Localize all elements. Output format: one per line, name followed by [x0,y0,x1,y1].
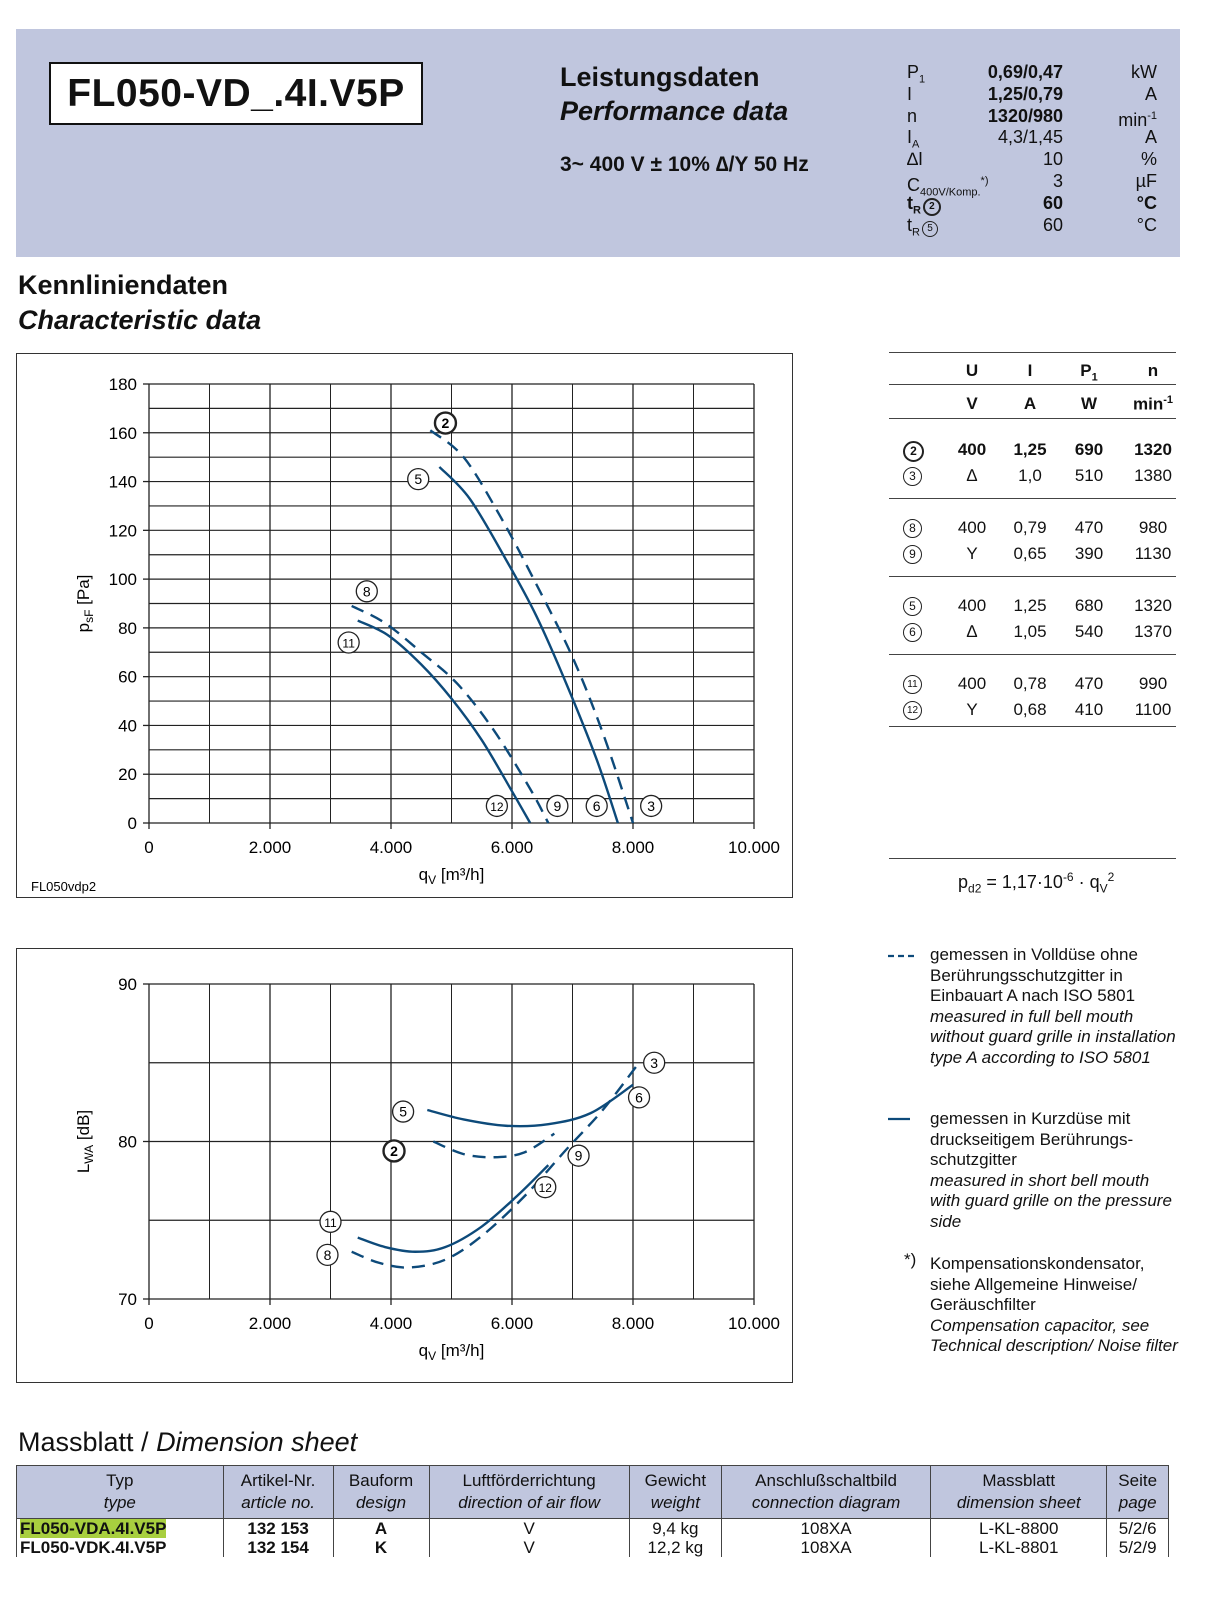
spec-list [907,62,1157,239]
table-unit: $\min^{-1}$ [1132,394,1173,414]
svg-text:12: 12 [538,1181,552,1196]
table-rule [889,418,1176,419]
table-cell: 0,68 [1013,700,1047,719]
table-unit: W [1080,394,1098,413]
table-rule [889,384,1176,385]
footnote-mark: *) [904,1250,917,1269]
x-tick-label: 2.000 [248,838,292,857]
x-tick-label: 0 [144,838,154,857]
voltage-spec: 3~ 400 V ± 10% ∆/Y 50 Hz [560,153,809,176]
y-axis-label: $p_{sF}$ [Pa] [74,574,96,633]
point-label-6 [629,1087,650,1108]
table-unit: V [966,394,978,413]
table-cell: ∆ [966,622,978,641]
table-cell: 0,78 [1013,674,1047,693]
svg-text:9: 9 [574,1147,583,1164]
spec-unit: $\min^{-1}$ [1118,109,1157,130]
spec-row [907,193,1157,215]
table-cell: 1320 [1134,596,1172,615]
table-cell: 680 [1074,596,1104,615]
spec-unit: µF [1135,170,1157,191]
spec-symbol: $I_A$ [907,127,920,151]
dimension-col-header: Massblatt dimension sheet [931,1466,1107,1519]
table-cell: 980 [1138,518,1168,537]
formula-divider [889,858,1176,859]
y-tick-label: 70 [118,1290,137,1309]
spec-value: 60 [1042,214,1063,235]
spec-row [907,84,1157,106]
curve-5 [439,467,617,823]
dimension-col-header: Seite page [1107,1466,1169,1519]
spec-value: 3 [1052,170,1063,191]
point-marker: 2 [923,198,941,216]
dimension-cell: 12,2 kg [629,1538,721,1557]
table-cell: 540 [1074,622,1104,641]
spec-value: 0,69/0,47 [987,62,1063,82]
spec-symbol: ∆I [907,149,924,170]
dimension-cell: L-KL-8800 [931,1519,1107,1539]
table-cell: 1,25 [1013,440,1047,459]
dimension-cell: 108XA [721,1538,930,1557]
table-cell: ∆ [966,466,978,485]
dimension-sheet-title: Massblatt / Dimension sheet [18,1427,358,1457]
legend-dashed-text: gemessen in Volldüse ohne Berührungsschutzgitter in Einbauart A nach ISO 5801 measured in full bell mouth without guard grille in installation type A according to ISO 5801 [930,945,1176,1067]
table-header: $P_1$ [1080,361,1098,384]
table-cell: 410 [1074,700,1104,719]
dimension-table [16,1465,1169,1557]
spec-unit: °C [1136,214,1157,235]
y-tick-label: 140 [108,472,137,492]
spec-unit: kW [1131,62,1157,82]
svg-text:2: 2 [390,1142,398,1159]
table-cell: Y [966,700,978,719]
point-label-6 [586,795,607,816]
table-cell: 400 [957,674,987,693]
point-label-11 [320,1211,341,1232]
curve-11 [358,1165,549,1252]
grid [149,984,754,1299]
spec-row [907,62,1157,84]
table-cell: 470 [1074,518,1104,537]
dimension-col-header: Gewicht weight [629,1466,721,1519]
dimension-cell: 132 153 [223,1519,333,1539]
table-cell: 470 [1074,674,1104,693]
point-marker: 12 [903,701,922,720]
x-tick-label: 8.000 [611,1314,655,1333]
spec-symbol: $t_R$ 5 [907,215,938,244]
table-cell: 1,25 [1013,596,1047,615]
curve-5 [427,1085,633,1126]
spec-unit: A [1144,127,1157,148]
table-cell: 400 [957,518,987,537]
solid-line-icon [888,1117,910,1121]
dynamic-pressure-formula: $p_{d2} = 1,17\cdot 10^{-6} \cdot q_V^2$ [958,870,1115,896]
y-tick-label: 80 [118,618,137,638]
legend-solid-text: gemessen in Kurzdüse mit druckseitigem Berührungs-schutzgitter measured in short bell mouth with guard grille on the pressure side [930,1109,1172,1231]
dimension-cell: 132 154 [223,1538,333,1557]
dimension-cell: L-KL-8801 [931,1538,1107,1557]
y-tick-label: 100 [108,570,137,590]
curve-11 [358,621,530,823]
dimension-col-header: Anschlußschaltbild connection diagram [721,1466,930,1519]
dimension-col-header: Luftförderrichtung direction of air flow [429,1466,629,1519]
table-header: U [965,361,979,380]
x-tick-label: 2.000 [248,1314,292,1333]
table-cell: 400 [957,596,987,615]
svg-text:3: 3 [650,1054,659,1071]
svg-text:3: 3 [647,797,656,814]
spec-symbol: I [907,83,913,104]
table-cell: 510 [1074,466,1104,485]
curve-8 [352,606,549,823]
x-tick-label: 6.000 [490,838,534,857]
spec-row [907,215,1157,237]
table-header: I [1027,361,1033,380]
table-cell: 1130 [1134,544,1172,563]
point-marker: 5 [903,597,922,616]
table-cell: 1370 [1134,622,1172,641]
svg-text:8: 8 [362,583,371,600]
spec-value: 1,25/0,79 [987,83,1063,104]
table-cell: 690 [1074,440,1104,459]
x-tick-label: 4.000 [369,1314,413,1333]
dimension-cell: K [333,1538,429,1557]
dimension-cell: 5/2/9 [1107,1538,1169,1557]
x-tick-label: 0 [144,1314,154,1333]
table-cell: 0,65 [1013,544,1047,563]
spec-unit: A [1144,83,1157,104]
point-label-12 [486,795,507,816]
spec-row [907,106,1157,128]
point-label-9 [547,795,568,816]
svg-text:5: 5 [399,1103,407,1120]
x-tick-label: 10.000 [728,1314,780,1333]
grid [149,384,754,823]
dimension-col-header: Typ type [17,1466,224,1519]
point-marker: 2 [903,441,924,462]
svg-text:6: 6 [635,1089,643,1106]
spec-value: 1320/980 [987,105,1063,126]
svg-text:5: 5 [414,471,423,488]
x-tick-label: 8.000 [611,838,655,857]
svg-text:6: 6 [592,797,601,814]
pressure-chart [17,354,794,899]
svg-text:11: 11 [324,1215,337,1230]
table-cell: 400 [957,440,987,459]
dimension-col-header: Bauform design [333,1466,429,1519]
table-rule [889,352,1176,353]
dimension-cell: V [429,1538,629,1557]
legend-note-text: Kompensationskondensator, siehe Allgemeine Hinweise/ Geräuschfilter Compensation capacitor, see Technical description/ Noise filter [930,1254,1178,1355]
point-marker: 6 [903,623,922,642]
x-tick-label: 6.000 [490,1314,534,1333]
y-tick-label: 90 [118,975,137,994]
y-tick-label: 120 [108,521,137,541]
dimension-cell: V [429,1519,629,1539]
table-cell: 0,79 [1013,518,1047,537]
performance-title: Leistungsdaten Performance data [560,62,789,126]
y-tick-label: 160 [108,423,137,443]
y-tick-label: 20 [118,765,137,785]
y-tick-label: 180 [108,375,137,394]
table-cell: Y [966,544,978,563]
curve-8 [352,1063,639,1268]
dimension-cell: 5/2/6 [1107,1519,1169,1539]
sound-chart [17,949,794,1384]
spec-value: 60 [1042,192,1063,213]
table-unit: A [1023,394,1037,413]
dimension-cell: FL050-VDA.4I.V5P [17,1519,224,1539]
x-tick-label: 10.000 [728,838,780,857]
spec-symbol: $C_{400V/Komp.}^{*)}$ [907,174,989,199]
point-label-8 [356,581,377,602]
spec-row [907,149,1157,171]
point-label-11 [338,632,359,653]
model-name: FL050-VD_.4I.V5P [49,62,423,125]
dimension-cell: 108XA [721,1519,930,1539]
point-label-5 [393,1101,414,1122]
point-label-8 [317,1244,338,1265]
table-rule [889,498,1176,499]
spec-row [907,170,1157,199]
point-marker: 8 [903,519,922,538]
svg-text:8: 8 [323,1246,332,1263]
spec-symbol: $t_R$ 2 [907,193,941,222]
table-cell: 390 [1074,544,1104,563]
table-row [17,1519,1169,1539]
sound-chart-frame [16,948,793,1383]
point-label-2 [435,413,456,434]
point-label-12 [535,1177,556,1198]
dimension-col-header: Artikel-Nr. article no. [223,1466,333,1519]
spec-unit: °C [1136,192,1157,213]
point-marker: 11 [903,675,922,694]
y-tick-label: 40 [118,716,137,736]
spec-symbol: $P_1$ [907,62,926,86]
characteristic-title: Kennliniendaten Characteristic data [18,270,262,335]
table-cell: 990 [1138,674,1168,693]
x-tick-label: 4.000 [369,838,413,857]
y-tick-label: 60 [118,667,137,687]
svg-text:12: 12 [490,799,504,814]
table-row [17,1538,1169,1557]
point-label-2 [384,1140,405,1161]
dashed-line-icon [888,954,914,958]
spec-value: 4,3/1,45 [997,127,1063,148]
table-rule [889,654,1176,655]
point-label-9 [568,1145,589,1166]
x-axis-label: $q_V$ [m³/h] [418,1341,485,1363]
dimension-cell: A [333,1519,429,1539]
chart-footnote: FL050vdp2 [31,879,97,894]
table-cell: 1100 [1134,700,1172,719]
point-label-3 [644,1052,665,1073]
point-marker: 9 [903,545,922,564]
y-tick-label: 80 [118,1132,137,1152]
pressure-chart-frame [16,353,793,898]
point-label-5 [408,469,429,490]
svg-text:2: 2 [441,415,450,432]
y-tick-label: 0 [127,814,137,833]
spec-unit: % [1140,149,1157,170]
table-rule [889,576,1176,577]
x-axis-label: $q_V$ [m³/h] [418,865,485,887]
table-cell: 1380 [1134,466,1172,485]
dimension-cell: FL050-VDK.4I.V5P [17,1538,224,1557]
spec-row [907,127,1157,149]
table-cell: 1,05 [1013,622,1047,641]
spec-value: 10 [1042,149,1063,170]
table-cell: 1,0 [1018,466,1042,485]
y-axis-label: $L_{WA}$ [dB] [74,1109,96,1174]
table-cell: 1320 [1134,440,1172,459]
table-rule [889,726,1176,727]
table-header: n [1147,361,1159,380]
point-marker: 3 [903,467,922,486]
dimension-cell: 9,4 kg [629,1519,721,1539]
spec-symbol: n [907,105,918,126]
point-label-3 [641,795,662,816]
svg-text:11: 11 [342,636,355,651]
point-marker: 5 [922,221,938,237]
svg-text:9: 9 [553,797,562,814]
